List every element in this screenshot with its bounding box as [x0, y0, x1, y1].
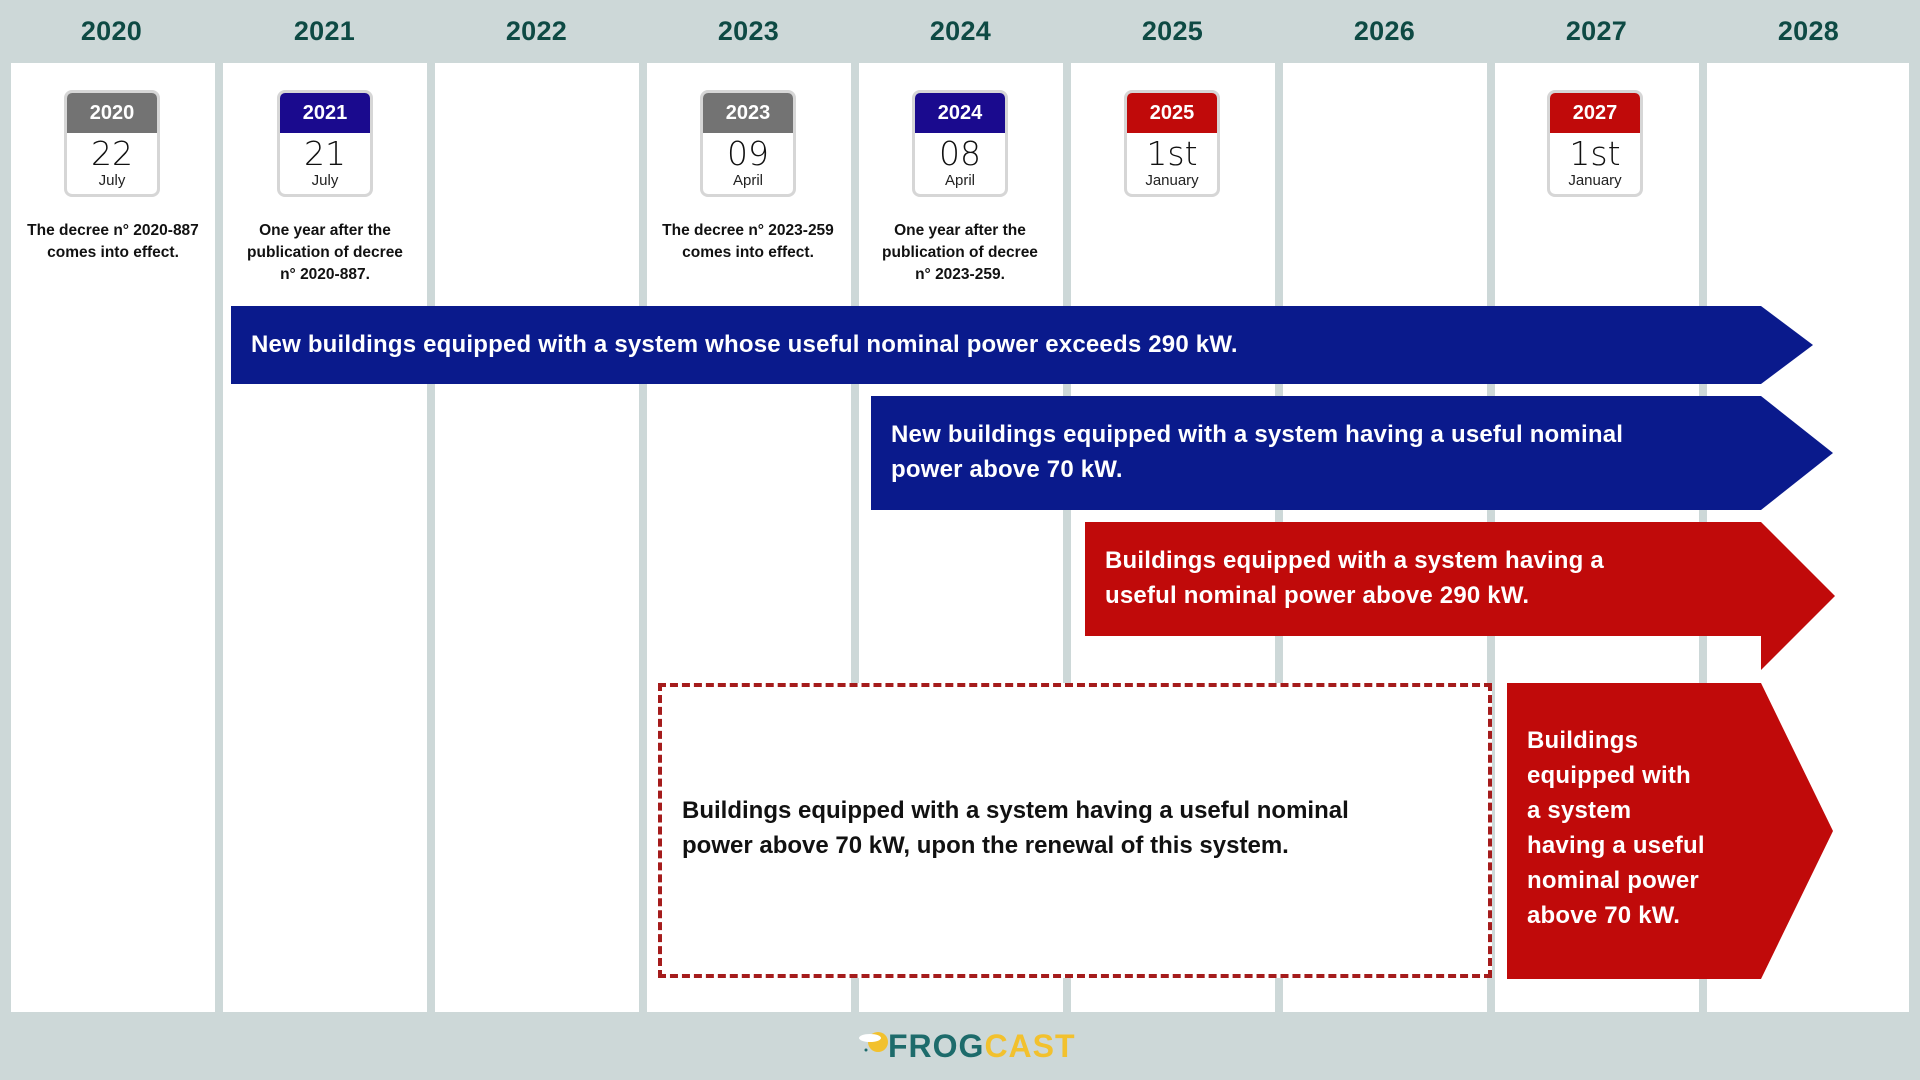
renewal-obligation-box [658, 683, 1492, 978]
calendar-month: July [98, 172, 126, 189]
arrow-label: New buildings equipped with a system having a useful nominal power above 70 kW. [891, 421, 1624, 483]
calendar-year: 2025 [1127, 93, 1217, 133]
calendar-day: 21 [304, 134, 346, 173]
milestone-description-2020: The decree n° 2020-887 comes into effect. [27, 222, 199, 261]
calendar-year: 2021 [280, 93, 370, 133]
year-label-2023: 2023 [717, 16, 780, 46]
logo-text-cast: CAST [984, 1027, 1076, 1064]
calendar-day: 22 [91, 134, 133, 173]
calendar-month: April [732, 172, 763, 189]
milestone-description-2023: The decree n° 2023-259 comes into effect. [662, 222, 834, 261]
calendar-year: 2027 [1550, 93, 1640, 133]
frogcast-logo [858, 1024, 1076, 1068]
calendar-2027 [1547, 90, 1643, 197]
milestone-description-2024: One year after the publication of decree n° 2023-259. [882, 222, 1038, 283]
arrow-new-buildings-70kw [871, 396, 1833, 510]
calendar-year: 2024 [915, 93, 1005, 133]
arrow-new-buildings-290kw [231, 306, 1813, 384]
arrow-label: Buildings equipped with a system having a useful nominal power above 70 kW. [1527, 727, 1705, 929]
year-label-2028: 2028 [1777, 16, 1840, 46]
year-label-2027: 2027 [1565, 16, 1628, 46]
year-header [0, 0, 1920, 63]
arrow-existing-buildings-290kw [1085, 522, 1835, 670]
arrow-existing-buildings-70kw [1507, 683, 1833, 979]
calendar-month: July [311, 172, 339, 189]
arrow-label: Buildings equipped with a system having a useful nominal power above 290 kW. [1105, 547, 1604, 609]
calendar-day: 09 [727, 134, 769, 173]
year-label-2020: 2020 [80, 16, 143, 46]
calendar-month: January [1145, 172, 1199, 189]
logo-text-frog: FROG [888, 1027, 985, 1064]
calendar-month: January [1568, 172, 1622, 189]
year-label-2021: 2021 [293, 16, 356, 46]
calendar-month: April [944, 172, 975, 189]
calendar-year: 2023 [703, 93, 793, 133]
milestone-description-2021: One year after the publication of decree n° 2020-887. [247, 222, 403, 283]
calendar-day: 1st [1146, 134, 1198, 173]
year-label-2024: 2024 [929, 16, 992, 46]
calendar-2024 [912, 90, 1008, 197]
year-label-2022: 2022 [505, 16, 568, 46]
calendar-2023 [700, 90, 796, 197]
year-column-2020 [11, 63, 215, 1012]
calendar-year: 2020 [67, 93, 157, 133]
arrow-label: New buildings equipped with a system whose useful nominal power exceeds 290 kW. [251, 331, 1238, 358]
year-label-2026: 2026 [1353, 16, 1416, 46]
calendar-2021 [277, 90, 373, 197]
sun-cloud-icon [858, 1026, 888, 1066]
year-label-2025: 2025 [1141, 16, 1204, 46]
year-column-2022 [435, 63, 639, 1012]
calendar-day: 1st [1569, 134, 1621, 173]
calendar-day: 08 [939, 134, 981, 173]
calendar-2025 [1124, 90, 1220, 197]
calendar-2020 [64, 90, 160, 197]
renewal-obligation-text: Buildings equipped with a system having a useful nominal power above 70 kW, upon the renewal of this system. [682, 797, 1349, 859]
year-column-2021 [223, 63, 427, 1012]
